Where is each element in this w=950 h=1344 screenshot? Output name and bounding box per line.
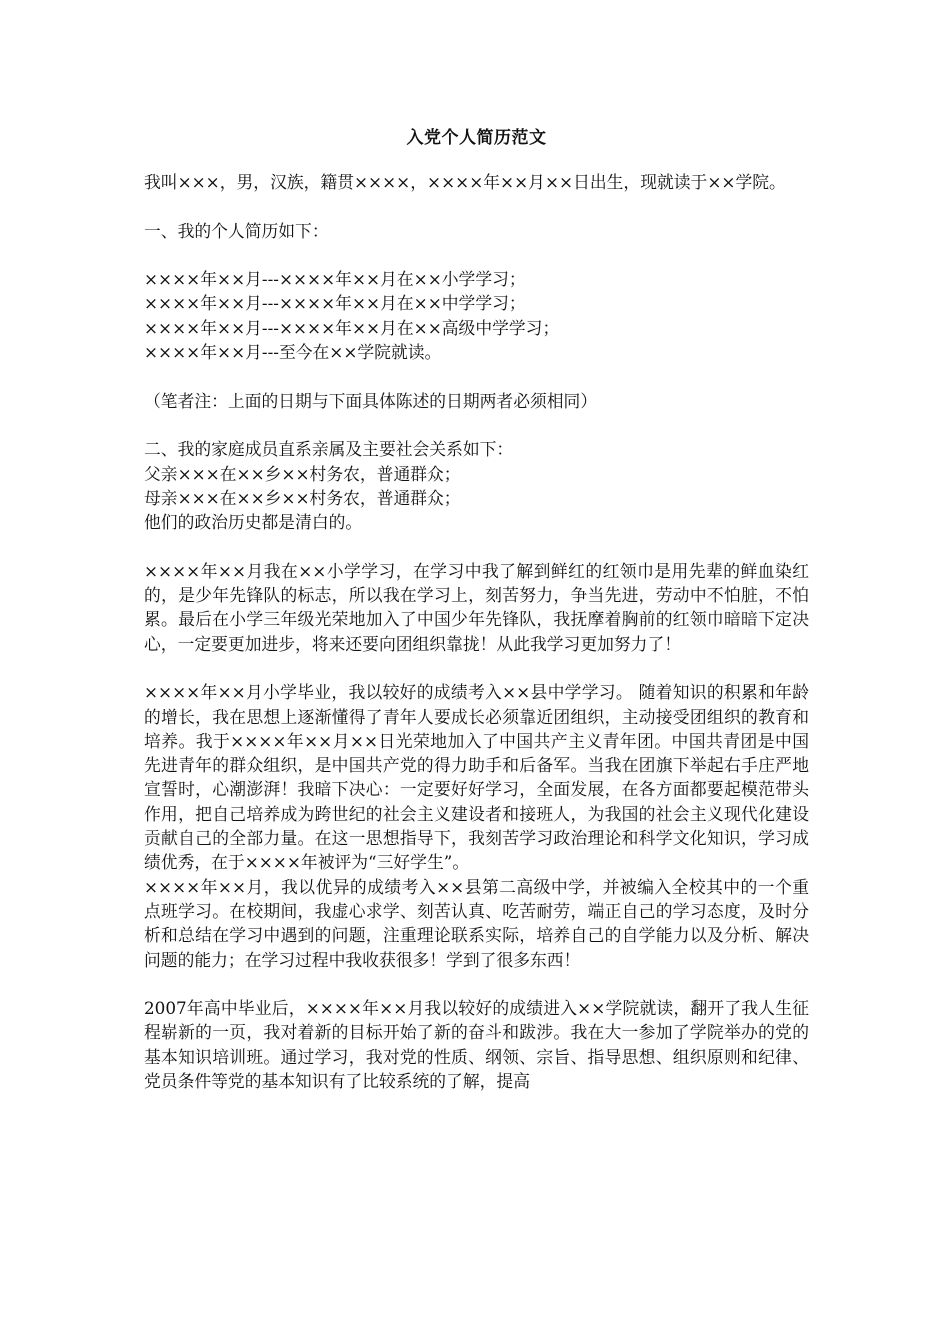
section-2-heading: 二、我的家庭成员直系亲属及主要社会关系如下： [144, 439, 514, 460]
section-1-heading: 一、我的个人简历如下： [144, 220, 329, 241]
family-line: 母亲×××在××乡××村务农，普通群众； [144, 487, 461, 508]
resume-line: ××××年××月---××××年××月在××高级中学学习； [144, 317, 560, 338]
intro-paragraph: 我叫×××，男，汉族，籍贯××××，××××年××月××日出生，现就读于××学院。 [144, 172, 786, 192]
high-school-paragraph: ××××年××月，我以优异的成绩考入××县第二高级中学，并被编入全校其中的一个重点班学习。在校期间，我虚心求学、刻苦认真、吃苦耐劳，端正自己的学习态度，及时分析和总结在学习中遇到的问题，注重理论联系实际，培养自己的自学能力以及分析、解决问题的能力；在学习过程中我收获很多！学到了很多东西！ [144, 876, 809, 970]
resume-line: ××××年××月---××××年××月在××中学学习； [144, 293, 526, 314]
family-section [144, 437, 809, 534]
primary-school-paragraph: ××××年××月我在××小学学习，在学习中我了解到鲜红的红领巾是用先辈的鲜血染红的，是少年先锋队的标志，所以我在学习上，刻苦努力，争当先进，劳动中不怕脏，不怕累。最后在小学三年级光荣地加入了中国少年先锋队，我抚摩着胸前的红领巾暗暗下定决心，一定要更加进步，将来还要向团组织靠拢！从此我学习更加努力了！ [144, 560, 809, 654]
college-paragraph: 2007年高中毕业后，××××年××月我以较好的成绩进入××学院就读，翻开了我人生征程崭新的一页，我对着新的目标开始了新的奋斗和跋涉。我在大一参加了学院举办的党的基本知识培训班。通过学习，我对党的性质、纲领、宗旨、指导思想、组织原则和纪律、党员条件等党的基本知识有了比较系统的了解，提高 [144, 998, 809, 1091]
resume-line: ××××年××月---××××年××月在××小学学习； [144, 269, 526, 290]
resume-list [144, 267, 809, 364]
middle-school-paragraph: ××××年××月小学毕业，我以较好的成绩考入××县中学学习。 随着知识的积累和年龄的增长，我在思想上逐渐懂得了青年人要成长必须靠近团组织，主动接受团组织的教育和培养。我于××××年××月××日光荣地加入了中国共产主义青年团。中国共青团是中国先进青年的群众组织，是中国共产党的得力助手和后备军。当我在团旗下举起右手庄严地宣誓时，心潮澎湃！我暗下决心：一定要好好学习，全面发展，在各方面都要起模范带头作用，把自己培养成为跨世纪的社会主义建设者和接班人，为我国的社会主义现代化建设贡献自己的全部力量。在这一思想指导下，我刻苦学习政治理论和科学文化知识，学习成绩优秀，在于××××年被评为“三好学生”。 [144, 682, 809, 873]
document-body [144, 124, 809, 1118]
family-line: 父亲×××在××乡××村务农，普通群众； [144, 463, 461, 484]
family-line: 他们的政治历史都是清白的。 [144, 512, 363, 533]
resume-line: ××××年××月---至今在××学院就读。 [144, 342, 442, 363]
author-note: （笔者注：上面的日期与下面具体陈述的日期两者必须相同） [144, 390, 598, 411]
document-title: 入党个人简历范文 [406, 128, 547, 148]
